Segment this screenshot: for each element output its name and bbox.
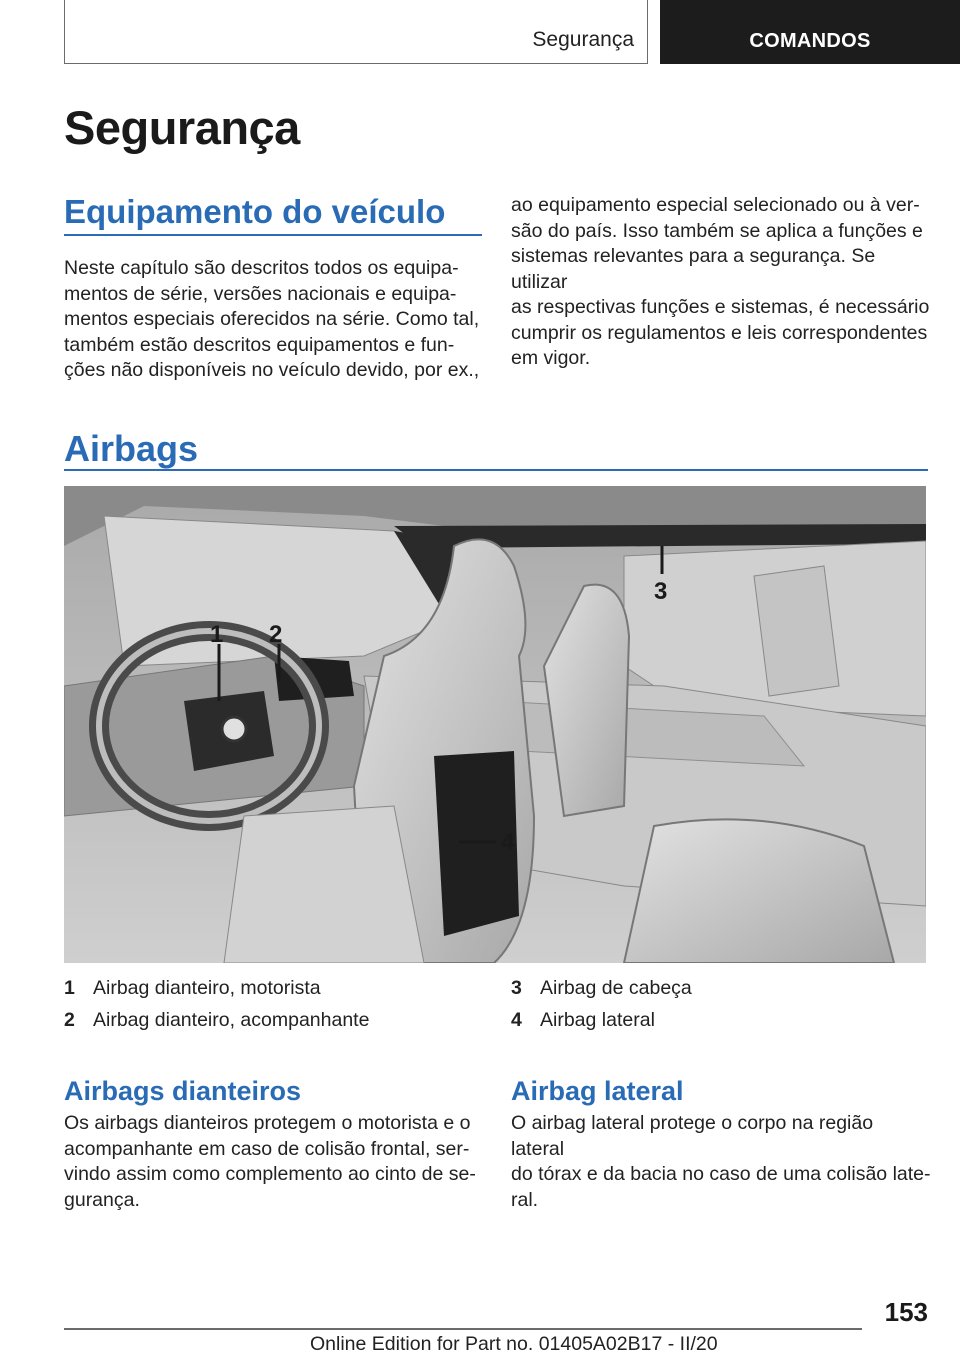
legend-number: 3 (511, 977, 522, 999)
text-line: sistemas relevantes para a segurança. Se utilizar (511, 245, 876, 293)
section-rule-airbags (64, 469, 928, 471)
text-line: em vigor. (511, 347, 591, 369)
car-interior-drawing (64, 486, 926, 963)
text-line: gurança. (64, 1188, 140, 1211)
text-line: são do país. Isso também se aplica a funções e (511, 219, 923, 242)
text-line: também estão descritos equipamentos e fun‐ (64, 333, 455, 356)
header-chapter-label: COMANDOS (749, 30, 871, 52)
text-line: ções não disponíveis no veículo devido, por ex., (64, 359, 480, 381)
callout-label-3: 3 (654, 578, 668, 605)
text-line: vindo assim como complemento ao cinto de se‐ (64, 1163, 476, 1185)
vehicle-equipment-text-left (64, 256, 484, 384)
text-line: mentos de série, versões nacionais e equipa‐ (64, 282, 457, 305)
header-section-title: Segurança (532, 28, 634, 51)
airbag-illustration (64, 486, 926, 963)
callout-label-2: 2 (269, 621, 283, 648)
callout-label-1: 1 (210, 621, 224, 648)
callout-label-4: 4 (501, 829, 515, 856)
text-line: Neste capítulo são descritos todos os equipa‐ (64, 257, 459, 279)
legend-text: Airbag dianteiro, acompanhante (93, 1009, 370, 1031)
section-rule-vehicle-equipment (64, 234, 482, 236)
text-line: mentos especiais oferecidos na série. Como tal, (64, 308, 480, 330)
legend-number: 4 (511, 1009, 522, 1031)
text-line: cumprir os regulamentos e leis correspondentes (511, 321, 928, 344)
side-airbag-text (511, 1111, 931, 1213)
footer-edition: Online Edition for Part no. 01405A02B17 - II/20 (310, 1333, 718, 1355)
legend-number: 1 (64, 977, 75, 999)
vehicle-equipment-text-right (511, 193, 931, 372)
section-heading-front-airbags: Airbags dianteiros (64, 1076, 302, 1106)
header-chapter-tab (660, 0, 960, 64)
legend-text: Airbag lateral (540, 1009, 655, 1031)
text-line: O airbag lateral protege o corpo na região lateral (511, 1112, 874, 1160)
page-title: Segurança (64, 101, 300, 154)
text-line: as respectivas funções e sistemas, é necessário (511, 296, 930, 318)
section-heading-vehicle-equipment: Equipamento do veículo (64, 193, 446, 230)
text-line: ral. (511, 1188, 539, 1211)
section-heading-airbags: Airbags (64, 428, 199, 469)
section-heading-side-airbag: Airbag lateral (511, 1076, 684, 1106)
footer-rule (64, 1328, 862, 1330)
text-line: ao equipamento especial selecionado ou à ver‐ (511, 194, 920, 216)
legend-text: Airbag de cabeça (540, 977, 692, 999)
text-line: acompanhante em caso de colisão frontal, ser‐ (64, 1137, 470, 1160)
legend-number: 2 (64, 1009, 75, 1031)
front-airbags-text (64, 1111, 484, 1213)
text-line: Os airbags dianteiros protegem o motorista e o (64, 1112, 471, 1134)
page-number: 153 (884, 1297, 928, 1327)
legend-text: Airbag dianteiro, motorista (93, 977, 321, 999)
text-line: do tórax e da bacia no caso de uma colisão late‐ (511, 1163, 931, 1185)
